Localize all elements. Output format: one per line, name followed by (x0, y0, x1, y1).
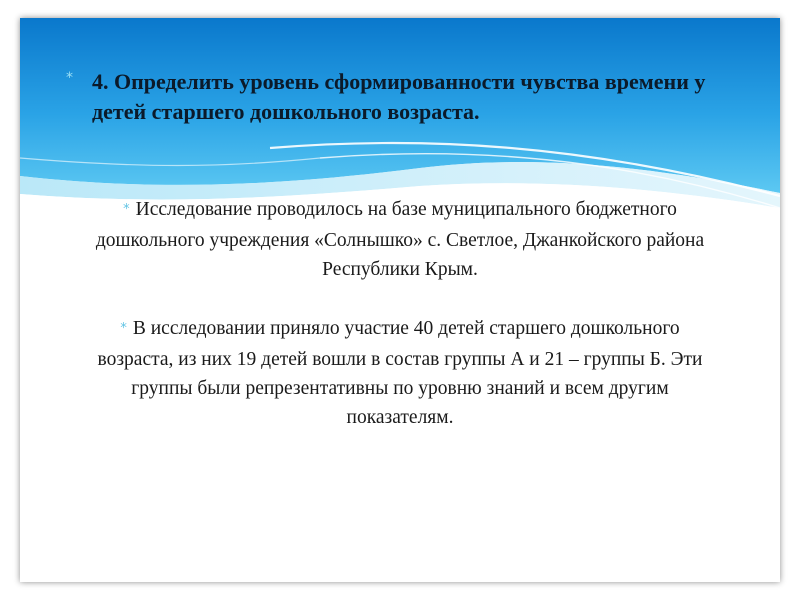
slide-frame (20, 18, 780, 582)
content-area (90, 195, 710, 462)
bullet-paragraph-2 (90, 314, 710, 432)
bullet-icon: * (123, 202, 130, 217)
bullet-text-1: Исследование проводилось на базе муниципального бюджетного дошкольного учреждения «Солнышко» с. Светлое, Джанкойского района Республики Крым. (95, 199, 705, 280)
bullet-paragraph-1 (90, 195, 710, 284)
title-row (66, 67, 746, 127)
bullet-icon: * (120, 321, 127, 336)
title-bullet-icon: * (66, 70, 73, 86)
bullet-text-2: В исследовании приняло участие 40 детей старшего дошкольного возраста, из них 19 детей вошли в состав группы А и 21 – группы Б. Эти группы были репрезентативны по уровню знаний и всем другим показателям. (97, 318, 703, 428)
slide-title: 4. Определить уровень сформированности чувства времени у детей старшего дошкольного возраста. (92, 69, 706, 124)
